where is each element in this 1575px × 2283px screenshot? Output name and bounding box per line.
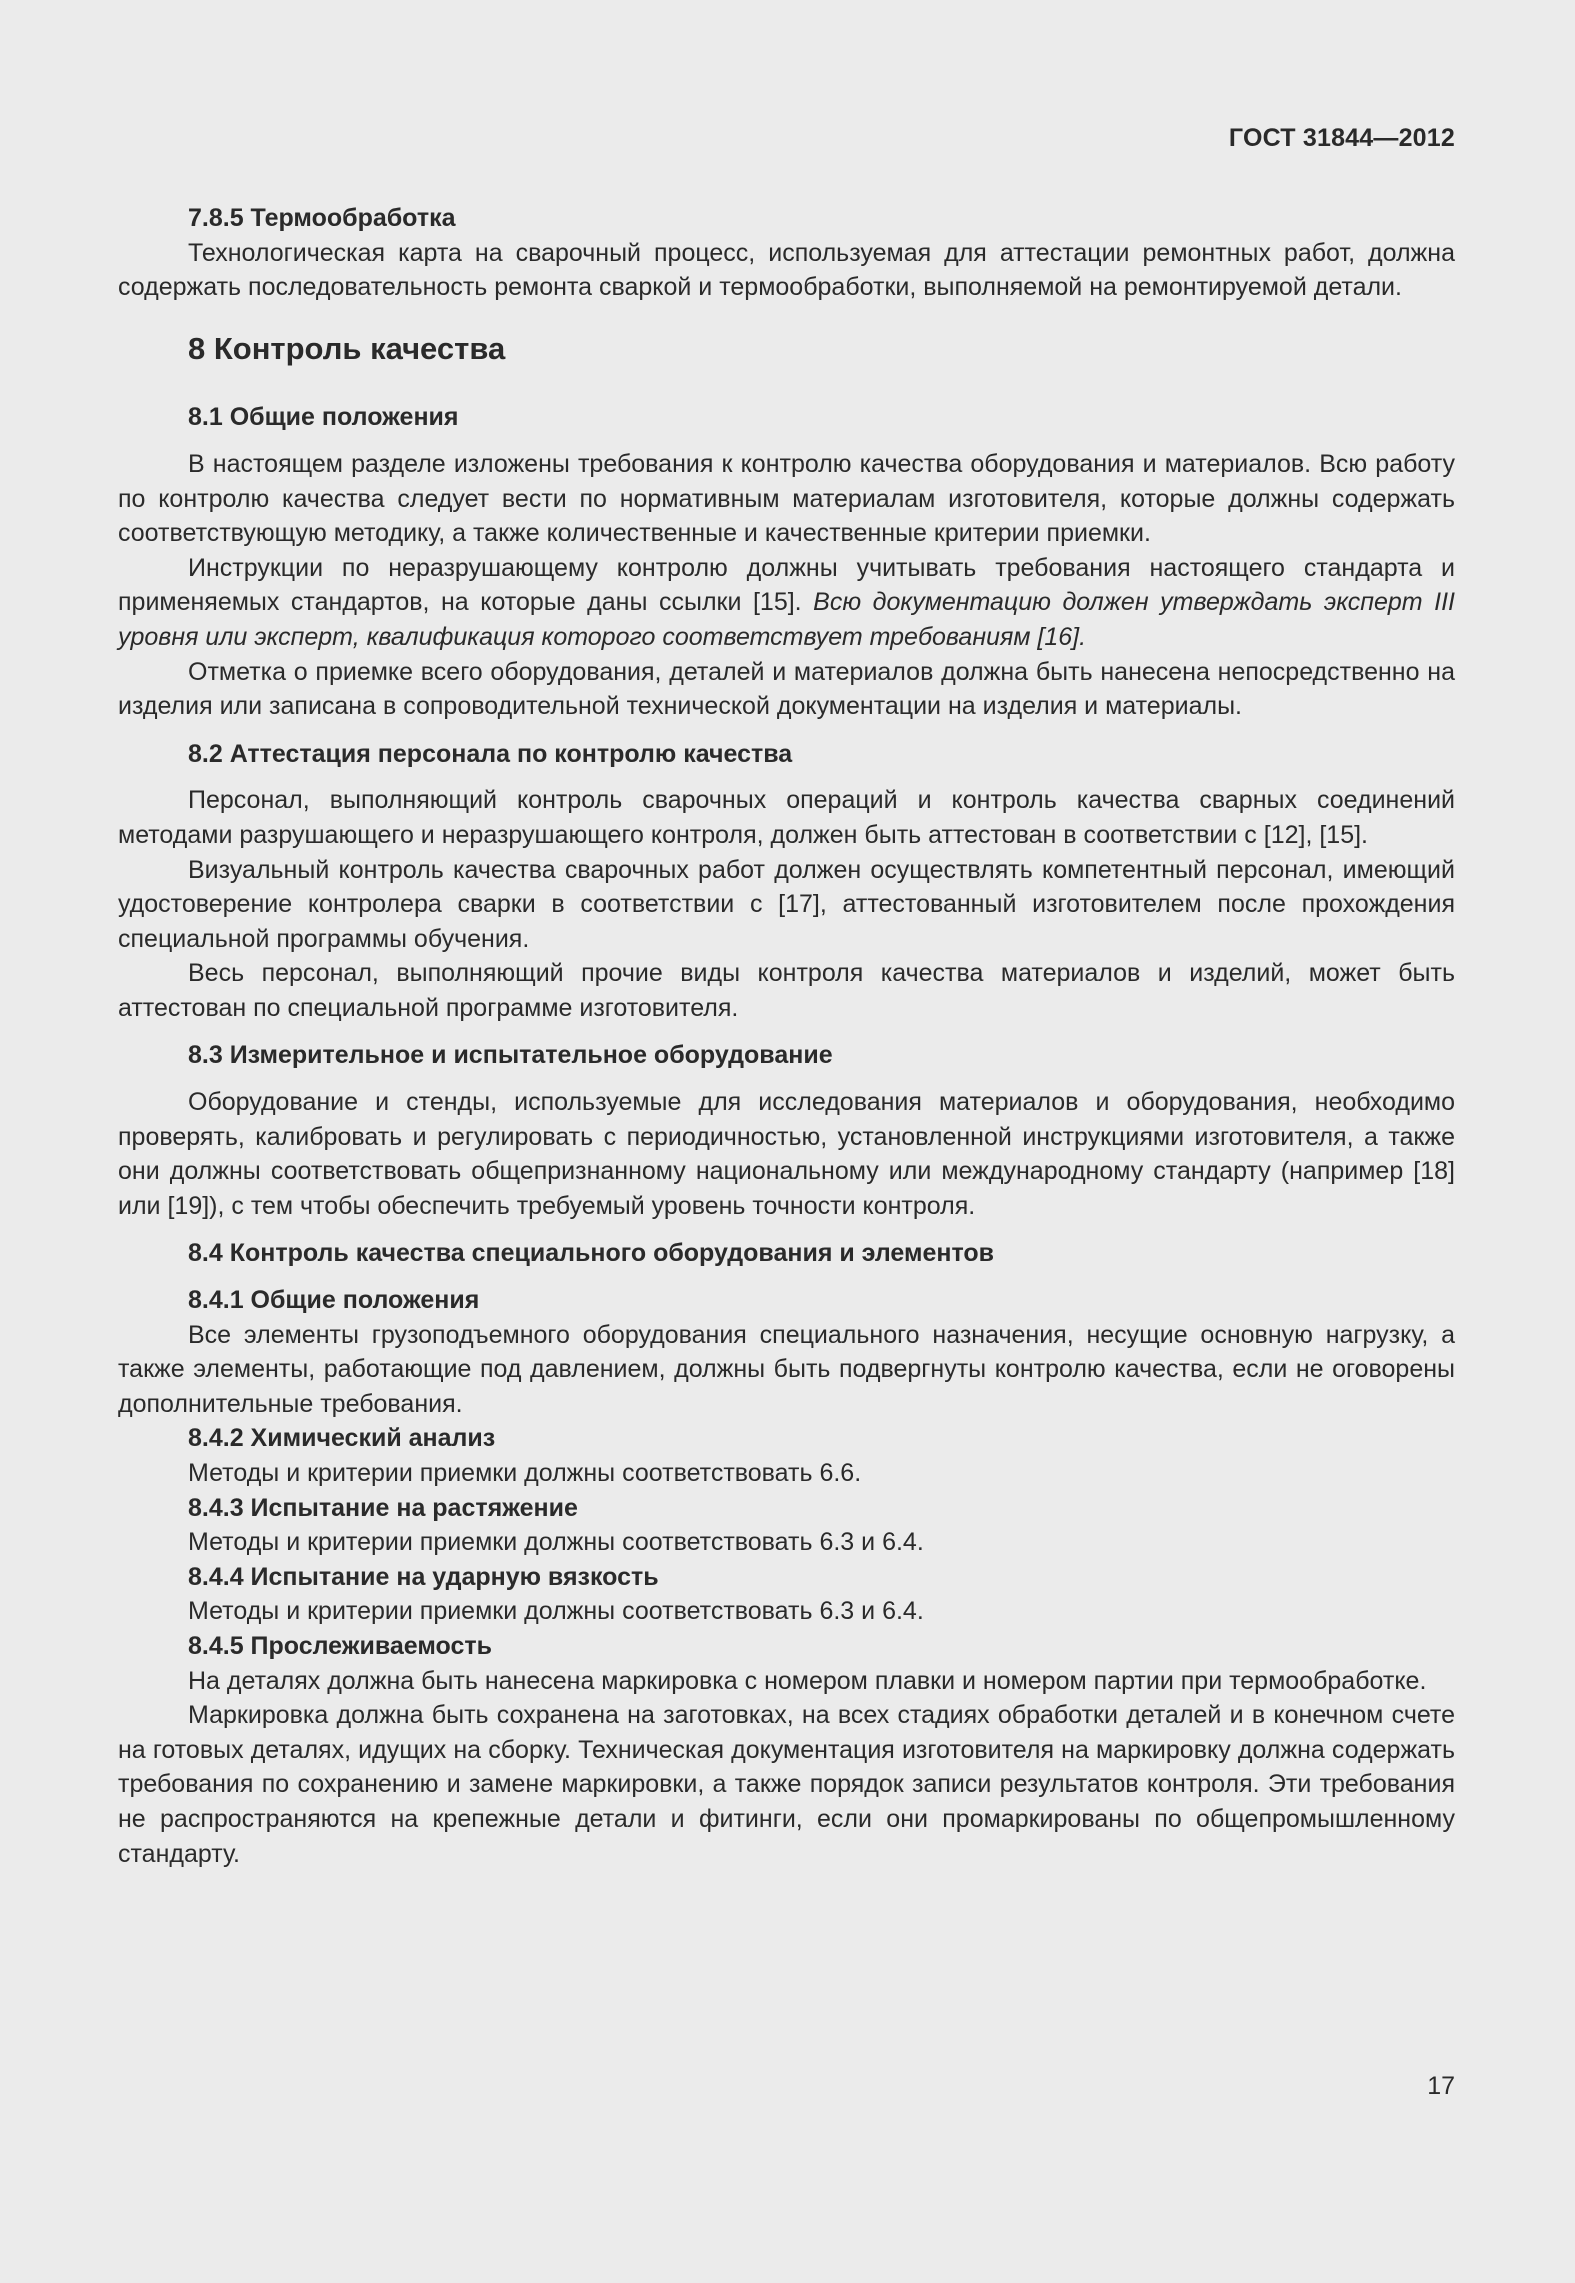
paragraph-text: Инструкции по неразрушающему контролю должны учитывать требования настоящего стандарта и применяемых стандартов, на которые даны ссылки [15]. xyxy=(118,553,1455,617)
heading-8-4-4: 8.4.4 Испытание на ударную вязкость xyxy=(188,1562,659,1591)
paragraph: Все элементы грузоподъемного оборудования специального назначения, несущие основную нагрузку, а также элементы, работающие под давлением, должны быть подвергнуты контролю качества, если не оговорены дополнительные требования. xyxy=(118,1320,1455,1418)
paragraph: Визуальный контроль качества сварочных работ должен осуществлять компетентный персонал, имеющий удостоверение контролера сварки в соответствии с [17], аттестованный изготовителем после прохождения специальной программы обучения. xyxy=(118,855,1455,953)
paragraph-italic-text: Всю документацию должен утверждать эксперт III уровня или эксперт, квалификация которого соответствует требованиям [16]. xyxy=(118,588,1455,651)
paragraph: Методы и критерии приемки должны соответствовать 6.6. xyxy=(188,1459,862,1487)
heading-8-3: 8.3 Измерительное и испытательное оборудование xyxy=(188,1041,833,1070)
page-number: 17 xyxy=(1427,2072,1455,2100)
heading-8-2: 8.2 Аттестация персонала по контролю качества xyxy=(188,739,793,768)
heading-8-1: 8.1 Общие положения xyxy=(188,403,459,432)
page-content xyxy=(118,201,1455,1871)
paragraph-mixed xyxy=(118,551,1455,655)
paragraph: Отметка о приемке всего оборудования, деталей и материалов должна быть нанесена непосредственно на изделия или записана в сопроводительной технической документации на изделия и материалы. xyxy=(118,657,1455,721)
paragraph: Весь персонал, выполняющий прочие виды контроля качества материалов и изделий, может быть аттестован по специальной программе изготовителя. xyxy=(118,959,1455,1022)
heading-8-4-2: 8.4.2 Химический анализ xyxy=(188,1424,496,1453)
heading-8-4-5: 8.4.5 Прослеживаемость xyxy=(188,1631,492,1660)
paragraph: На деталях должна быть нанесена маркировка с номером плавки и номером партии при термообработке. xyxy=(188,1666,1427,1695)
paragraph: Методы и критерии приемки должны соответствовать 6.3 и 6.4. xyxy=(188,1528,924,1557)
heading-8-4-1: 8.4.1 Общие положения xyxy=(188,1286,480,1315)
heading-8-4-3: 8.4.3 Испытание на растяжение xyxy=(188,1493,578,1522)
heading-7-8-5: 7.8.5 Термообработка xyxy=(188,204,456,232)
heading-8-4: 8.4 Контроль качества специального оборудования и элементов xyxy=(188,1239,995,1268)
document-code: ГОСТ 31844—2012 xyxy=(1228,124,1455,152)
paragraph: Методы и критерии приемки должны соответствовать 6.3 и 6.4. xyxy=(188,1597,924,1626)
heading-8: 8 Контроль качества xyxy=(188,330,506,366)
paragraph: Персонал, выполняющий контроль сварочных операций и контроль качества сварных соединений методами разрушающего и неразрушающего контроля, должен быть аттестован в соответствии с [12], [15]. xyxy=(118,786,1455,849)
paragraph: Маркировка должна быть сохранена на заготовках, на всех стадиях обработки деталей и в конечном счете на готовых деталях, идущих на сборку. Техническая документация изготовителя на маркировку должна содержать требования по сохранению и замене маркировки, а также порядок записи результатов контроля. Эти требования не распространяются на крепежные детали и фитинги, если они промаркированы по общепромышленному стандарту. xyxy=(118,1701,1455,1868)
paragraph: Оборудование и стенды, используемые для исследования материалов и оборудования, необходимо проверять, калибровать и регулировать с периодичностью, установленной инструкциями изготовителя, а также они должны соответствовать общепризнанному национальному или международному стандарту (например [18] или [19]), с тем чтобы обеспечить требуемый уровень точности контроля. xyxy=(118,1088,1455,1220)
paragraph: В настоящем разделе изложены требования к контролю качества оборудования и материалов. Всю работу по контролю качества следует вести по нормативным материалам изготовителя, которые должны содержать соответствующую методику, а также количественные и качественные критерии приемки. xyxy=(118,449,1455,548)
paragraph: Технологическая карта на сварочный процесс, используемая для аттестации ремонтных работ, должна содержать последовательность ремонта сваркой и термообработки, выполняемой на ремонтируемой детали. xyxy=(118,238,1455,302)
